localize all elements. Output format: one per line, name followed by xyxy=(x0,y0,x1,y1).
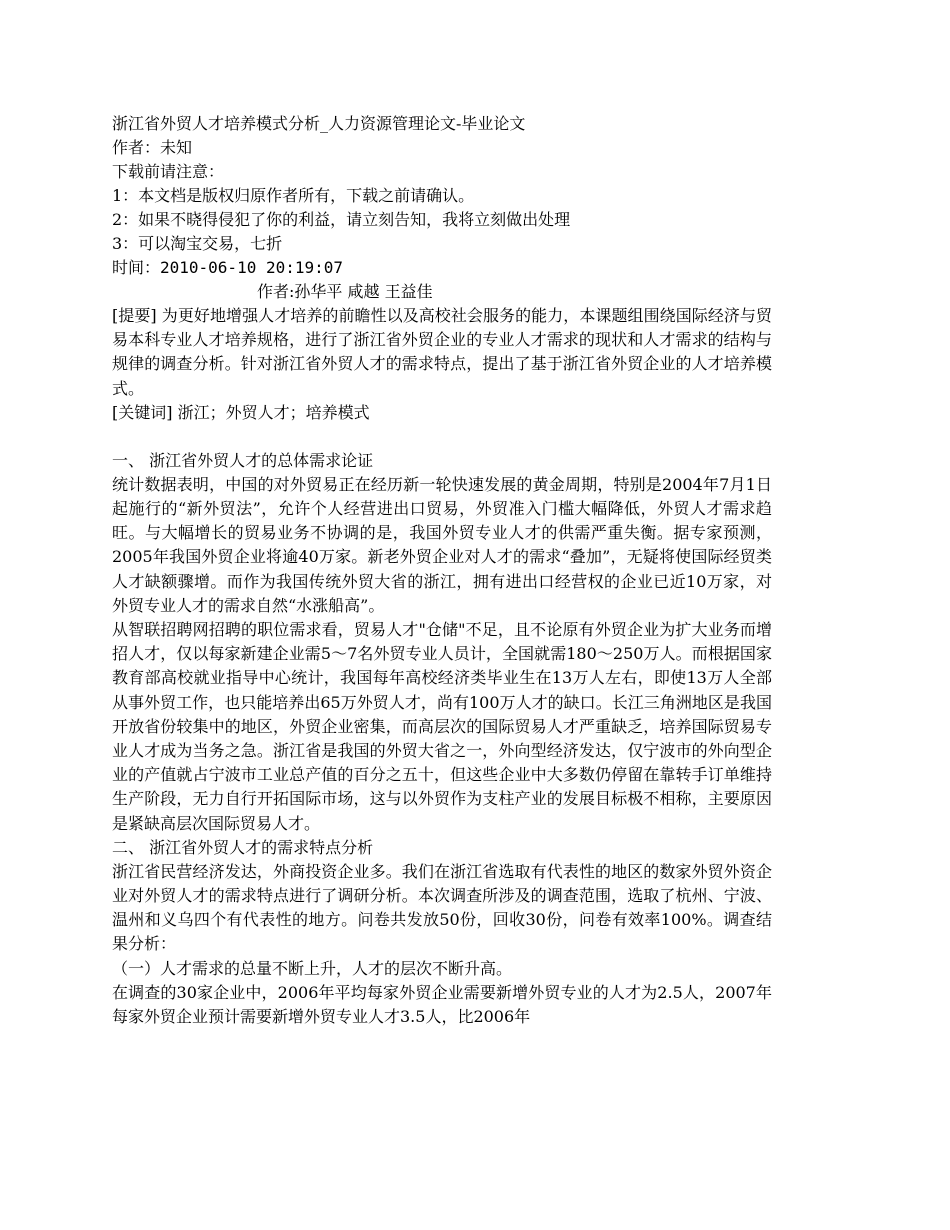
notice-item: 3：可以淘宝交易，七折 xyxy=(112,234,283,253)
notice-heading: 下载前请注意： xyxy=(112,162,225,181)
timestamp: 时间：2010-06-10 20:19:07 xyxy=(112,258,344,277)
paragraph: 统计数据表明，中国的对外贸易正在经历新一轮快速发展的黄金周期，特别是2004年7月1日起施行的“新外贸法”，允许个人经营进出口贸易，外贸准入门槛大幅降低，外贸人才需求趋旺。与大幅增长的贸易业务不协调的是，我国外贸专业人才的供需严重失衡。据专家预测，2005年我国外贸企业将逾40万家。新老外贸企业对人才的需求“叠加”，无疑将使国际经贸类人才缺额骤增。而作为我国传统外贸大省的浙江，拥有进出口经营权的企业已近10万家，对外贸专业人才的需求自然“水涨船高”。 xyxy=(112,474,772,615)
paragraph: 浙江省民营经济发达，外商投资企业多。我们在浙江省选取有代表性的地区的数家外贸外资企业对外贸人才的需求特点进行了调研分析。本次调查所涉及的调查范围，选取了杭州、宁波、温州和义乌四个有代表性的地方。问卷共发放50份，回收30份，问卷有效率100%。调查结果分析： xyxy=(112,861,772,954)
keywords: [关键词] 浙江；外贸人才；培养模式 xyxy=(112,402,370,422)
abstract: [提要] 为更好地增强人才培养的前瞻性以及高校社会服务的能力，本课题组围绕国际经济与贸易本科专业人才培养规格，进行了浙江省外贸企业的专业人才需求的现状和人才需求的结构与规律的调查分析。针对浙江省外贸人才的需求特点，提出了基于浙江省外贸企业的人才培养模式。 xyxy=(112,306,772,398)
spacer xyxy=(112,425,772,449)
notice-item: 1：本文档是版权归原作者所有，下载之前请确认。 xyxy=(112,186,475,205)
document-header xyxy=(112,112,772,304)
document-page xyxy=(112,112,772,1029)
document-title: 浙江省外贸人才培养模式分析_人力资源管理论文-毕业论文 xyxy=(112,114,526,133)
notice-item: 2：如果不晓得侵犯了你的利益，请立刻告知，我将立刻做出处理 xyxy=(112,210,571,229)
section-heading-2: 二、 浙江省外贸人才的需求特点分析 xyxy=(112,837,374,857)
section-heading-1: 一、 浙江省外贸人才的总体需求论证 xyxy=(112,450,374,470)
subsection-heading: （一）人才需求的总量不断上升，人才的层次不断升高。 xyxy=(112,958,513,978)
author-line: 作者：未知 xyxy=(112,138,193,157)
paragraph: 从智联招聘网招聘的职位需求看，贸易人才"仓储"不足，且不论原有外贸企业为扩大业务而增招人才，仅以每家新建企业需5～7名外贸专业人员计，全国就需180～250万人。而根据国家教育部高校就业指导中心统计，我国每年高校经济类毕业生在13万人左右，即使13万人全部从事外贸工作，也只能培养出65万外贸人才，尚有100万人才的缺口。长江三角洲地区是我国开放省份较集中的地区，外贸企业密集，而高层次的国际贸易人才严重缺乏，培养国际贸易专业人才成为当务之急。浙江省是我国的外贸大省之一，外向型经济发达，仅宁波市的外向型企业的产值就占宁波市工业总产值的百分之五十，但这些企业中大多数仍停留在靠转手订单维持生产阶段，无力自行开拓国际市场，这与以外贸作为支柱产业的发展目标极不相称，主要原因是紧缺高层次国际贸易人才。 xyxy=(112,620,772,833)
paragraph: 在调查的30家企业中，2006年平均每家外贸企业需要新增外贸专业的人才为2.5人，2007年每家外贸企业预计需要新增外贸专业人才3.5人，比2006年 xyxy=(112,982,772,1026)
article-byline: 作者:孙华平 咸越 王益佳 xyxy=(257,282,433,301)
